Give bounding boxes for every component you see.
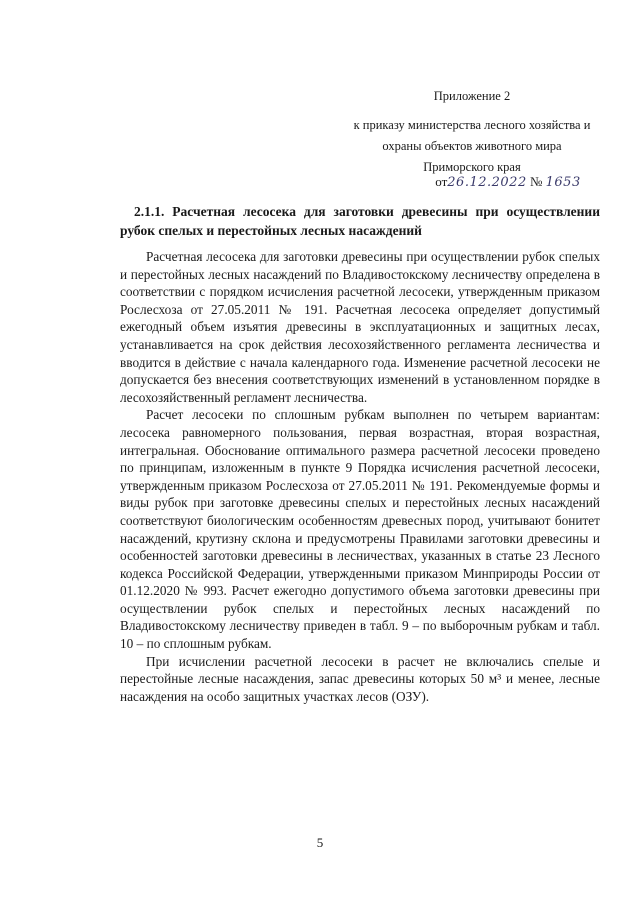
section-heading: 2.1.1. Расчетная лесосека для заготовки древесины при осуществлении рубок спелых и перестойных лесных насаждений: [120, 204, 600, 238]
page-number: 5: [316, 835, 324, 850]
order-line-3: Приморского края: [423, 160, 521, 174]
section-body: [120, 248, 600, 705]
order-no-label: №: [529, 174, 543, 189]
appendix-label: Приложение 2: [433, 89, 511, 103]
handwritten-number: 1653: [545, 175, 581, 190]
paragraph: Расчетная лесосека для заготовки древесины при осуществлении рубок спелых и перестойных лесных насаждений по Владивостокскому лесничеству определена в соответствии с порядком исчисления расчетной лесосеки, утвержденным приказом Рослесхоза от 27.05.2011 № 191. Расчетная лесосека определяет допустимый ежегодный объем изъятия древесины в эксплуатационных и защитных лесах, устанавливается на срок действия лесохозяйственного регламента лесничества и вводится в действие с начала календарного года. Изменение расчетной лесосеки не допускается без внесения соответствующих изменений в установленном порядке в лесохозяйственный регламент лесничества.: [120, 249, 600, 405]
order-line-2: охраны объектов животного мира: [382, 139, 562, 153]
order-line-1: к приказу министерства лесного хозяйства и: [353, 118, 591, 132]
paragraph: Расчет лесосеки по сплошным рубкам выполнен по четырем вариантам: лесосека равномерного пользования, первая возрастная, вторая возрастная, интегральная. Обоснование оптимального размера расчетной лесосеки проведено по принципам, изложенным в пункте 9 Порядка исчисления расчетной лесосеки, утвержденным приказом Рослесхоза от 27.05.2011 № 191. Рекомендуемые формы и виды рубок при заготовке древесины спелых и перестойных лесных насаждений соответствуют биологическим особенностям древесных пород, учитывают бонитет насаждений, крутизну склона и предусмотрены Правилами заготовки древесины и особенностей заготовки древесины в лесничествах, указанных в статье 23 Лесного кодекса Российской Федерации, утвержденными приказом Минприроды России от 01.12.2020 № 993. Расчет ежегодно допустимого объема заготовки древесины при осуществлении рубок спелых и перестойных лесных насаждений по Владивостокскому лесничеству приведен в табл. 9 – по выборочным рубкам и табл. 10 – по сплошным рубкам.: [120, 407, 600, 652]
paragraph: При исчислении расчетной лесосеки в расчет не включались спелые и перестойные лесные насаждения, запас древесины которых 50 м³ и менее, лесные насаждения на особо защитных участках лесов (ОЗУ).: [120, 653, 600, 704]
appendix-block: [322, 86, 622, 178]
order-date-number: [398, 174, 618, 190]
order-prefix: от: [435, 174, 448, 189]
handwritten-date: 26.12.2022: [447, 175, 527, 190]
